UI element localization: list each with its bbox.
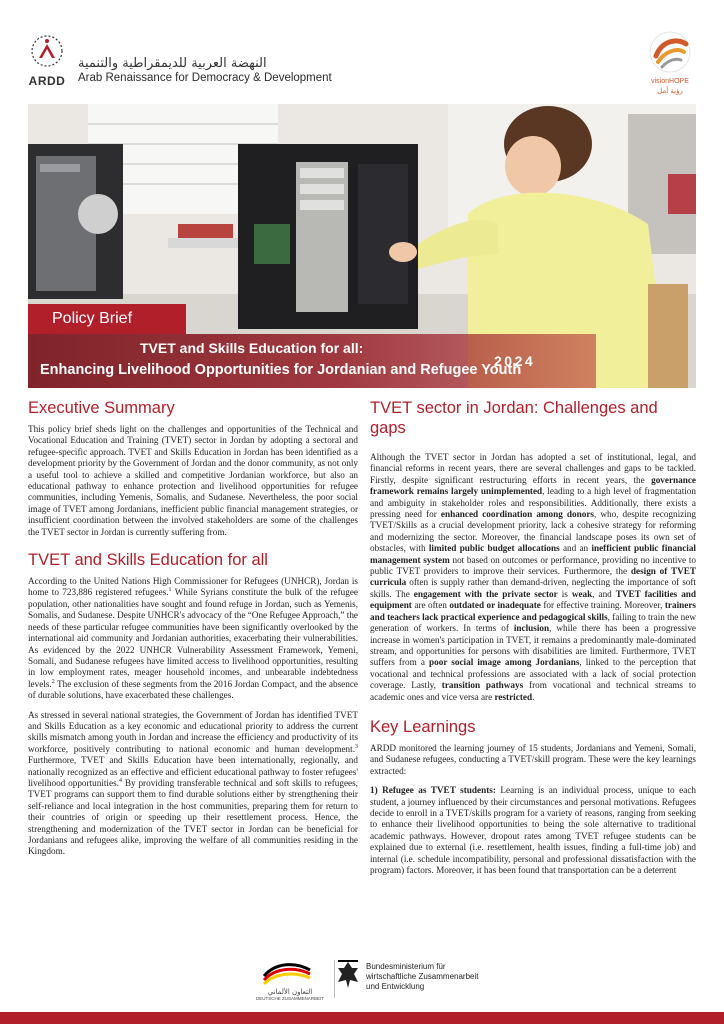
bmz-line-3: und Entwicklung <box>366 982 425 991</box>
text-run: According to the United Nations High Commissioner for Refugees (UNHCR), Jordan is home to 723,886 registered refugees. <box>28 576 358 598</box>
ardd-wordmark: ARDD <box>28 74 66 88</box>
emphasis: inclusion <box>513 623 550 634</box>
tvet-for-all-paragraph-2 <box>28 710 358 858</box>
left-column <box>28 398 358 866</box>
emphasis: weak <box>571 588 593 599</box>
key-learning-item-1 <box>370 785 696 876</box>
federal-eagle-icon <box>336 960 360 990</box>
ardd-logo <box>26 34 68 94</box>
emphasis: outdated or inadequate <box>449 600 541 611</box>
org-name-english: Arab Renaissance for Democracy & Development <box>78 72 332 84</box>
bmz-name <box>366 962 526 992</box>
emphasis: design of TVET curricula <box>370 566 696 588</box>
emphasis: enhanced coordination among donors <box>440 509 594 520</box>
emphasis: inefficient public financial management system <box>370 543 696 565</box>
text-run: As stressed in several national strategies, the Government of Jordan has identified TVET and Skills Education as a key economic and educational priority to address the current skills mismatch among youth in Jordan and increase the efficiency and productivity of its workforce, positively contributing to national economic and human development. <box>28 709 358 754</box>
vision-hope-wordmark: visionHOPE <box>651 78 689 85</box>
footnote-ref: 2 <box>51 678 55 685</box>
german-cooperation-caption: DEUTSCHE ZUSAMMENARBEIT <box>255 996 324 1001</box>
footnote-ref: 4 <box>118 777 122 784</box>
flag-icon <box>254 958 326 988</box>
text-run: Learning is an individual process, unique to each student, a journey influenced by their circumstances and personal motivations. Refugees decide to enroll in a TVET/skills program for a variety of reasons, ranging from seeking to enhance their livelihood opportunities to being the sole alternative to traditional academic pathways. However, dropout rates among TVET refugee students can be explained due to external (i.e. resettlement, health issues, finding a full-time job) and internal (i.e. schedule incompatibility, personal and professional dissatisfaction with the program) factors. Moreover, it has been found that transportation can be a deterrent <box>370 785 696 875</box>
text-run: not based on outcomes or performance, providing no incentive to public TVET providers to improve their services. Furthermore, the <box>370 554 696 577</box>
item-label: 1) Refugee as TVET students: <box>370 785 496 796</box>
executive-summary-heading: Executive Summary <box>28 399 175 417</box>
footnote-ref: 3 <box>355 743 358 750</box>
german-cooperation-arabic <box>254 988 326 1001</box>
text-run: often is supply rather than demand-driven, neglecting the importance of soft skills. The <box>370 577 696 599</box>
publication-year: 2024 <box>494 353 536 369</box>
tvet-for-all-heading: TVET and Skills Education for all <box>28 551 268 570</box>
bmz-line-1: Bundesministerium für <box>366 962 446 971</box>
text-run: , and <box>592 588 616 599</box>
tvet-for-all-paragraph-1 <box>28 576 358 701</box>
emphasis: restricted <box>494 691 533 702</box>
text-run: are often <box>411 600 450 611</box>
policy-brief-tag: Policy Brief <box>28 304 186 334</box>
key-learnings-intro: ARDD monitored the learning journey of 15 students, Jordanians and Yemeni, Somali, and Sudanese refugees, conducting a TVET/skill program. These were the key learnings extracted: <box>370 742 696 776</box>
document-title-line2: Enhancing Livelihood Opportunities for Jordanian and Refugee Youth <box>40 362 522 378</box>
text-run: Although the TVET sector in Jordan has adopted a set of institutional, legal, and financial reforms in recent years, there are several challenges and gaps to be tackled. Firstly, despite significant restructuring efforts in recent years, the <box>370 452 696 485</box>
text-run: The exclusion of these segments from the 2016 Jordan Compact, and the absence of durable solutions, have exacerbated these challenges. <box>28 678 358 701</box>
vision-hope-emblem-icon <box>648 30 692 74</box>
emphasis: trainers and teachers lack practical experience and pedagogical skills <box>370 600 696 622</box>
executive-summary-text: This policy brief sheds light on the challenges and opportunities of the Technical and Vocational Education and Training (TVET) sector in Jordan by adopting a sectoral and refugee-specific approach. TVET and Skills Education in Jordan has been identified as a development priority by the Government of Jordan and the donor community, as not only a useful tool to achieve a skilled and competitive Jordanian workforce, but also an educational pathway to enhance protection and livelihood opportunities for refugee communities, including Yemenis, Somalis, and Sudanese. Nevertheless, the poor social image of TVET among Jordanians, inefficient public financial management strategies, or insufficient coordination between the involved stakeholders are some of the challenges the TVET sector in Jordan is currently suffering from. <box>28 424 358 537</box>
text-run: . <box>532 691 535 702</box>
text-run: from vocational and technical streams to academic ones and vice versa are <box>370 680 696 702</box>
emphasis: transition pathways <box>441 680 524 691</box>
page-header <box>0 0 724 104</box>
text-run: While Syrians constitute the bulk of the refugee population, other nationalities have sought and found refuge in Jordan, such as Yemenis, Somalis, and Sudanese. Despite UNHCR's advocacy of the “One Refugee Approach,” the needs of these particular refugee communities have been significantly overlooked by the international aid community and Jordanian authorities, exacerbating their vulnerabilities. As evidenced by the 2022 UNHCR Vulnerability Assessment Framework, Yemeni, Somali, and Sudanese refugees have limited access to livelihood opportunities, resulting in low employment rates, meager household incomes, and unbearable indebtedness levels. <box>28 587 358 689</box>
german-cooperation-arabic-text: التعاون الألماني <box>267 988 313 996</box>
challenges-paragraph <box>370 452 696 703</box>
text-run: , while there has been a progressive increase in women's participation in TVET, it remains a predominantly male-dominated stream, and opportunities for persons with disabilities are limited. Furthermore, TVET suffers from a <box>370 623 696 668</box>
key-learnings-heading: Key Learnings <box>370 717 476 736</box>
text-run: By providing transferable technical and soft skills to refugees, TVET programs can support them to find durable solutions either by strengthening their self-reliance and local integration in the host communities, preparing them for return to their countries of origin or speeding up their resettlement process. Hence, the strengthening and modernization of the TVET sector in Jordan can be beneficial for Jordanians and refugees alike, improving the welfare of all communities residing in the Kingdom. <box>28 777 358 857</box>
emphasis: TVET facilities and equipment <box>370 588 697 611</box>
org-name-arabic: النهضة العربية للديمقراطية والتنمية <box>78 56 267 71</box>
text-run: , leading to a high level of fragmentation and ambiguity in stakeholder roles and responsibilities. Additionally, there exists a pressing need for <box>370 486 696 520</box>
emphasis: poor social image among Jordanians <box>429 657 580 668</box>
text-run: is <box>557 588 572 599</box>
text-run: , who, despite recognizing TVET/Skills as a crucial development priority, lack a cohesive strategy for reforming and modernizing the sector. Moreover, the financial landscape poses its own set of obstacles, with <box>370 509 696 554</box>
text-run: and an <box>559 543 592 554</box>
challenges-heading: TVET sector in Jordan: Challenges and gaps <box>370 399 658 437</box>
text-run: , linked to the perception that vocational and technical professions are associated with a lack of social protection coverage. Lastly, <box>370 657 696 691</box>
footer-accent-bar <box>0 1012 724 1024</box>
vision-hope-arabic: رؤية أمل <box>657 87 683 95</box>
text-run: for effective training. Moreover, <box>540 600 665 611</box>
bmz-line-2: wirtschaftliche Zusammenarbeit <box>366 972 479 981</box>
footnote-ref: 1 <box>168 587 172 594</box>
emphasis: governance framework remains largely unimplemented <box>370 474 696 497</box>
vision-hope-logo <box>640 30 700 100</box>
ardd-emblem-icon <box>30 34 64 68</box>
emphasis: limited public budget allocations <box>428 543 560 554</box>
text-run: Furthermore, TVET and Skills Education have been internationally, regionally, and nationally recognized as an effective and efficient educational pathway to foster refugees' livelihood opportunities. <box>28 755 358 788</box>
text-run: , failing to train the new generation of workers. In terms of <box>370 611 696 634</box>
document-title-line1: TVET and Skills Education for all: <box>140 340 364 356</box>
emphasis: engagement with the private sector <box>413 588 558 599</box>
footer-divider <box>334 960 335 998</box>
right-column <box>370 398 696 884</box>
